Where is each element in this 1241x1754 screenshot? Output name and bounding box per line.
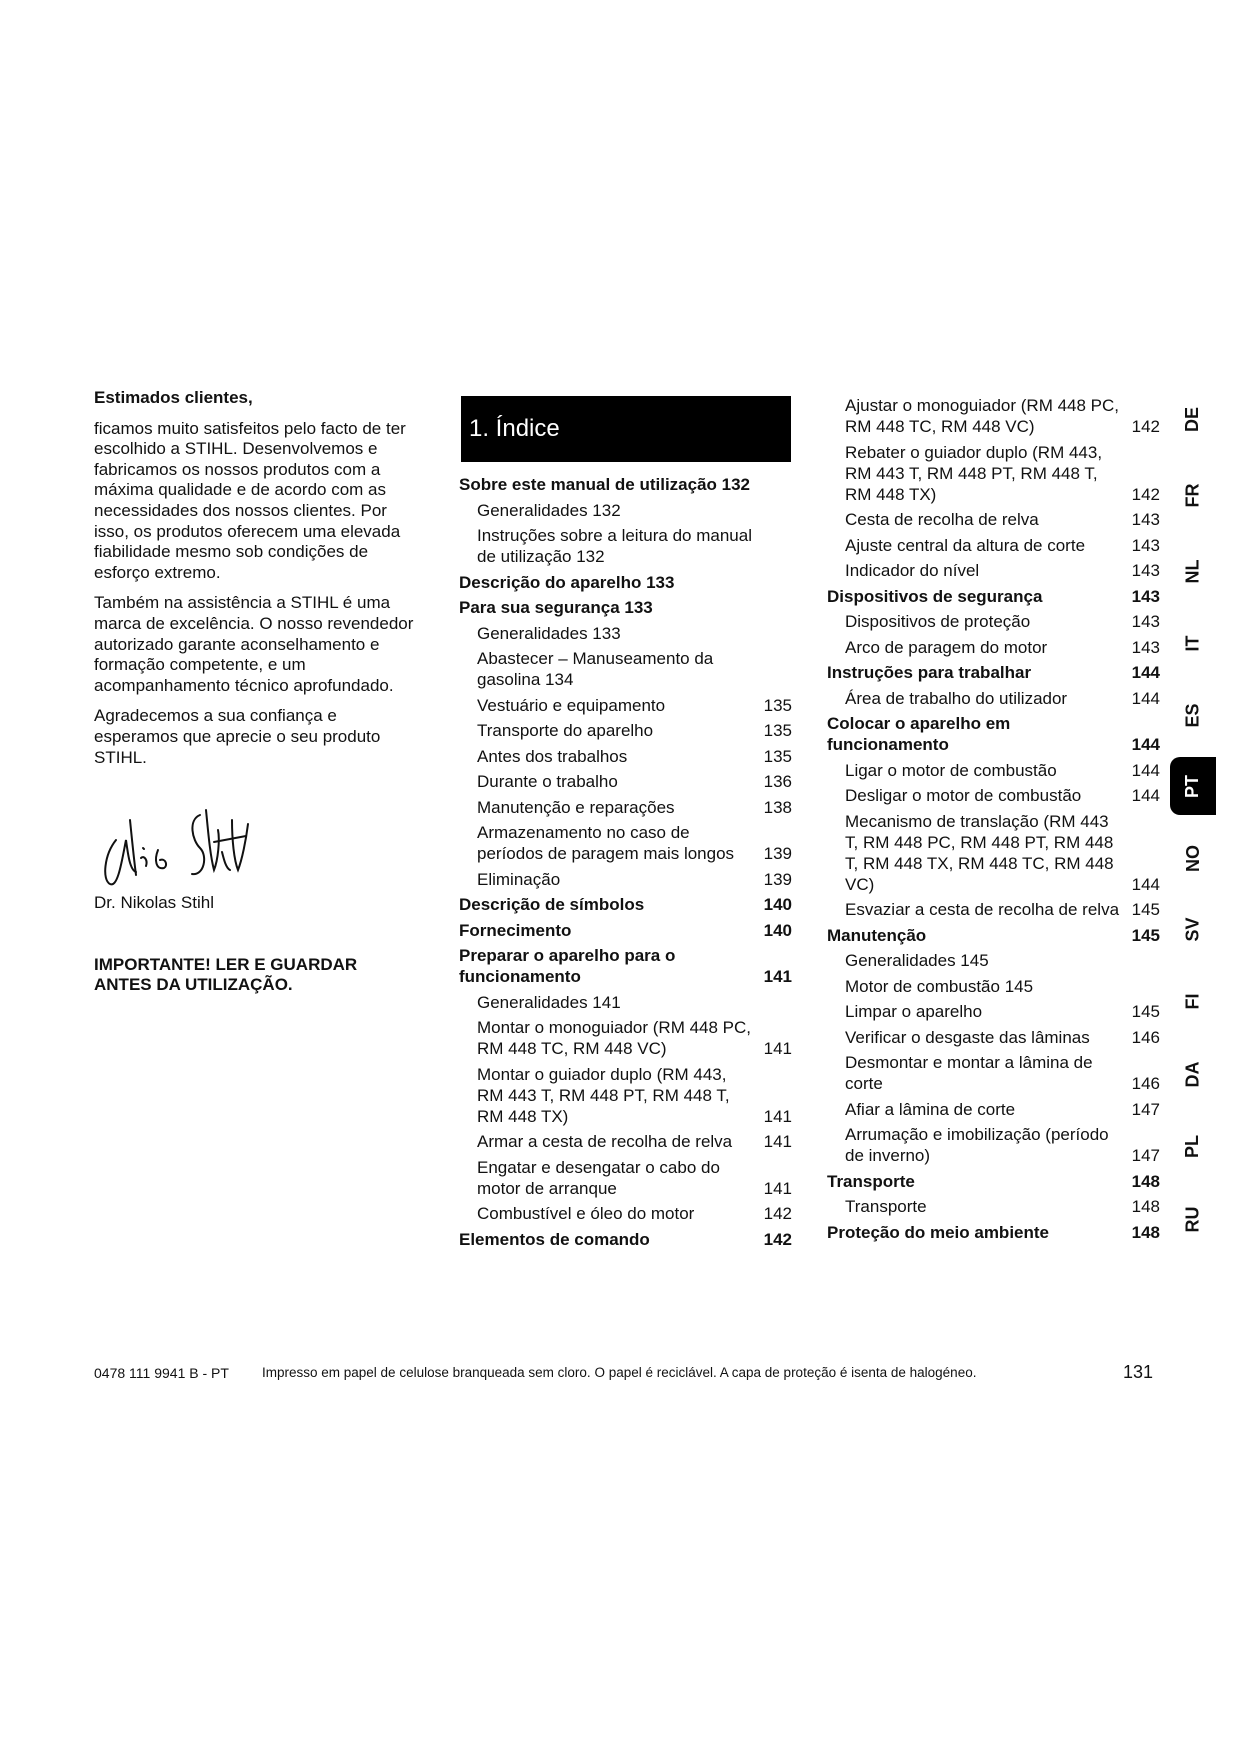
important-line-1: IMPORTANTE! LER E GUARDAR (94, 955, 358, 974)
toc-entry-title: Descrição de símbolos (459, 895, 645, 914)
toc-entry-title: Colocar o aparelho em funcionamento (827, 714, 1011, 754)
toc-entry-page: 144 (1131, 735, 1160, 754)
toc-entry (459, 525, 792, 567)
toc-entry-title: Para sua segurança 133 (459, 598, 653, 617)
toc-entry-page: 145 (1131, 925, 1160, 945)
toc-entry-title: Desmontar e montar a lâmina de corte (845, 1053, 1093, 1093)
toc-entry-title: Fornecimento (459, 920, 572, 940)
toc-entry (459, 720, 792, 741)
toc-entry (459, 869, 792, 890)
toc-entry-title: Esvaziar a cesta de recolha de relva (845, 900, 1120, 919)
toc-entry (459, 1017, 792, 1059)
language-tab-label: NO (1182, 844, 1203, 872)
toc-entry (827, 1027, 1160, 1048)
toc-entry (827, 1171, 1160, 1192)
toc-entry-title: Dispositivos de proteção (845, 612, 1031, 631)
toc-entry (827, 395, 1160, 437)
language-tab-label: IT (1182, 635, 1203, 651)
intro-paragraph-3: Agradecemos a sua confiança e esperamos que aprecie o seu produto STIHL. (94, 706, 381, 767)
toc-entry (827, 442, 1160, 505)
toc-entry-page: 143 (1131, 637, 1160, 657)
toc-entry-title: Motor de combustão 145 (845, 976, 1034, 996)
toc-entry-page: 142 (1131, 417, 1160, 436)
toc-entry (827, 662, 1160, 683)
toc-entry-page: 144 (1131, 874, 1160, 894)
toc-entry (459, 992, 792, 1013)
toc-entry-page: 141 (763, 1132, 792, 1151)
document-code: 0478 111 9941 B - PT (94, 1365, 229, 1381)
toc-entry-title: Armar a cesta de recolha de relva (477, 1132, 733, 1151)
toc-entry (827, 1124, 1160, 1166)
toc-entry-title: Combustível e óleo do motor (477, 1204, 695, 1223)
language-tab-fr (1170, 466, 1216, 524)
toc-entry (459, 797, 792, 818)
toc-entry-page: 139 (763, 869, 792, 889)
toc-entry (459, 474, 792, 495)
toc-entry-title: Generalidades 141 (477, 992, 621, 1012)
toc-entry-title: Sobre este manual de utilização 132 (459, 475, 751, 494)
toc-entry (827, 1052, 1160, 1094)
toc-entry-title: Montar o monoguiador (RM 448 PC, RM 448 TC, RM 448 VC) (477, 1018, 752, 1058)
language-tab-label: PT (1182, 774, 1203, 798)
toc-entry-page: 144 (1131, 663, 1160, 682)
toc-entry (827, 1196, 1160, 1217)
toc-entry-page: 140 (763, 920, 792, 940)
signer-name: Dr. Nikolas Stihl (94, 893, 214, 912)
toc-entry-page: 141 (763, 1178, 792, 1198)
toc-entry-page: 147 (1131, 1146, 1160, 1165)
toc-entry-title: Vestuário e equipamento (477, 695, 666, 715)
toc-entry-title: Generalidades 132 (477, 500, 621, 520)
toc-entry-title: Ajustar o monoguiador (RM 448 PC, RM 448 TC, RM 448 VC) (845, 396, 1120, 436)
toc-entry-page: 139 (763, 844, 792, 863)
toc-entry (827, 509, 1160, 530)
language-tab-label: NL (1182, 559, 1203, 583)
toc-entry-page: 135 (763, 721, 792, 740)
toc-entry (827, 560, 1160, 581)
toc-entry-title: Arco de paragem do motor (845, 637, 1048, 657)
toc-entry (459, 648, 792, 690)
toc-entry-page: 145 (1131, 1002, 1160, 1021)
language-tab-it (1170, 614, 1216, 672)
toc-entry-title: Manutenção (827, 925, 927, 945)
language-tab-nl (1170, 542, 1216, 600)
toc-entry-page: 140 (763, 895, 792, 914)
language-tab-label: FR (1182, 483, 1203, 507)
toc-entry (827, 925, 1160, 946)
toc-entry-page: 141 (763, 1106, 792, 1126)
language-tab-ru (1170, 1190, 1216, 1248)
toc-entry (459, 623, 792, 644)
toc-entry (827, 535, 1160, 556)
language-tab-label: ES (1182, 702, 1203, 728)
toc-entry (459, 822, 792, 864)
toc-entry-page: 144 (1131, 760, 1160, 780)
intro-paragraph-1: ficamos muito satisfeitos pelo facto de ter escolhido a STIHL. Desenvolvemos e fabricamos os nossos produtos com a máxima qualidade e de acordo com as necessidades dos nossos clientes. Por isso, os produtos oferecem uma elevada fiabilidade mesmo sob condições de esforço extremo. (94, 418, 406, 582)
toc-entry (827, 760, 1160, 781)
toc-entry-title: Eliminação (477, 869, 561, 889)
toc-entry-title: Manutenção e reparações (477, 797, 675, 817)
toc-entry-title: Área de trabalho do utilizador (845, 688, 1068, 708)
toc-entry (827, 611, 1160, 632)
language-tab-label: PL (1182, 1134, 1203, 1158)
intro-paragraph-2: Também na assistência a STIHL é uma marca de excelência. O nosso revendedor autorizado garante aconselhamento e formação competente, e um acompanhamento técnico aprofundado. (94, 593, 414, 695)
toc-entry-page: 135 (763, 695, 792, 715)
toc-entry-title: Generalidades 133 (477, 623, 621, 643)
toc-entry-title: Armazenamento no caso de períodos de paragem mais longos (477, 823, 735, 863)
toc-entry-page: 142 (763, 1204, 792, 1223)
toc-entry-title: Arrumação e imobilização (período de inverno) (845, 1125, 1109, 1165)
signature-image (96, 800, 256, 890)
toc-entry (827, 688, 1160, 709)
toc-entry (827, 785, 1160, 806)
toc-entry-page: 142 (1131, 484, 1160, 504)
toc-entry-title: Proteção do meio ambiente (827, 1222, 1049, 1242)
language-tab-label: FI (1182, 993, 1203, 1009)
toc-column-1 (459, 474, 792, 1254)
language-tab-label: SV (1182, 916, 1203, 942)
toc-entry-title: Antes dos trabalhos (477, 746, 628, 766)
toc-entry-page: 142 (763, 1229, 792, 1249)
toc-entry-title: Preparar o aparelho para o funcionamento (459, 946, 676, 986)
language-tab-de (1170, 390, 1216, 448)
toc-entry-page: 141 (763, 967, 792, 986)
greeting: Estimados clientes, (94, 388, 253, 407)
toc-entry (459, 695, 792, 716)
toc-entry-page: 143 (1131, 561, 1160, 580)
toc-entry-title: Instruções para trabalhar (827, 663, 1032, 682)
important-line-2: ANTES DA UTILIZAÇÃO. (94, 975, 293, 994)
language-tab-no (1170, 829, 1216, 887)
toc-entry (827, 1222, 1160, 1243)
toc-entry (827, 950, 1160, 971)
toc-entry-page: 144 (1131, 786, 1160, 805)
language-tab-pl (1170, 1117, 1216, 1175)
page-number: 131 (1123, 1362, 1154, 1382)
toc-entry-page: 147 (1131, 1099, 1160, 1119)
language-tab-pt (1170, 757, 1216, 815)
toc-entry-title: Dispositivos de segurança (827, 586, 1043, 606)
toc-entry-page: 146 (1131, 1074, 1160, 1093)
toc-entry-page: 146 (1131, 1027, 1160, 1047)
toc-entry-page: 143 (1131, 510, 1160, 529)
toc-entry-title: Desligar o motor de combustão (845, 786, 1082, 805)
toc-entry (827, 586, 1160, 607)
language-tab-sv (1170, 900, 1216, 958)
toc-entry-title: Ligar o motor de combustão (845, 760, 1057, 780)
toc-entry-title: Descrição do aparelho 133 (459, 572, 675, 592)
toc-entry-page: 143 (1131, 535, 1160, 555)
toc-entry-page: 148 (1131, 1171, 1160, 1191)
toc-entry (827, 976, 1160, 997)
toc-entry (459, 920, 792, 941)
intro-section (94, 388, 424, 778)
toc-entry-page: 138 (763, 797, 792, 817)
toc-entry-page: 145 (1131, 900, 1160, 919)
toc-entry (459, 746, 792, 767)
toc-entry (459, 500, 792, 521)
toc-entry-page: 136 (763, 772, 792, 791)
toc-entry-page: 143 (1131, 612, 1160, 631)
toc-entry (827, 811, 1160, 895)
toc-entry-page: 144 (1131, 688, 1160, 708)
toc-entry-title: Transporte (827, 1171, 915, 1191)
toc-entry (459, 945, 792, 987)
toc-entry-page: 141 (763, 1039, 792, 1058)
toc-entry-title: Mecanismo de translação (RM 443 T, RM 448 PC, RM 448 PT, RM 448 T, RM 448 TX, RM 448 TC, RM 448 VC) (845, 811, 1114, 894)
toc-entry-title: Indicador do nível (845, 561, 980, 580)
toc-entry (827, 1099, 1160, 1120)
toc-entry (459, 1157, 792, 1199)
toc-entry (827, 713, 1160, 755)
toc-entry-title: Verificar o desgaste das lâminas (845, 1027, 1090, 1047)
language-tab-label: RU (1182, 1206, 1203, 1232)
toc-entry (827, 637, 1160, 658)
important-notice (94, 955, 357, 995)
toc-entry-title: Generalidades 145 (845, 951, 989, 970)
footer-note: Impresso em papel de celulose branqueada sem cloro. O papel é reciclável. A capa de proteção é isenta de halogéneo. (262, 1365, 977, 1380)
toc-entry-title: Abastecer – Manuseamento da gasolina 134 (477, 649, 714, 689)
toc-entry (827, 1001, 1160, 1022)
toc-entry-title: Afiar a lâmina de corte (845, 1099, 1016, 1119)
toc-entry (459, 771, 792, 792)
toc-header: 1. Índice (461, 396, 791, 462)
toc-entry (459, 894, 792, 915)
toc-entry-title: Engatar e desengatar o cabo do motor de arranque (477, 1157, 720, 1198)
toc-entry-title: Montar o guiador duplo (RM 443, RM 443 T, RM 448 PT, RM 448 T, RM 448 TX) (477, 1064, 730, 1126)
toc-entry-title: Limpar o aparelho (845, 1002, 983, 1021)
toc-entry-title: Instruções sobre a leitura do manual de utilização 132 (477, 526, 752, 566)
toc-entry (459, 597, 792, 618)
language-tab-da (1170, 1045, 1216, 1103)
toc-entry-title: Durante o trabalho (477, 772, 618, 791)
toc-entry (459, 572, 792, 593)
language-tab-label: DA (1182, 1061, 1203, 1087)
toc-entry (459, 1131, 792, 1152)
toc-entry-page: 148 (1131, 1197, 1160, 1216)
language-tab-label: DE (1182, 406, 1203, 432)
toc-entry-title: Rebater o guiador duplo (RM 443, RM 443 T, RM 448 PT, RM 448 T, RM 448 TX) (845, 442, 1103, 504)
toc-entry-page: 148 (1131, 1222, 1160, 1242)
toc-entry-title: Transporte (845, 1197, 927, 1216)
toc-column-2 (827, 395, 1160, 1247)
toc-entry-page: 143 (1131, 586, 1160, 606)
toc-entry-title: Elementos de comando (459, 1229, 650, 1249)
language-tab-fi (1170, 972, 1216, 1030)
toc-entry (459, 1203, 792, 1224)
toc-entry-title: Cesta de recolha de relva (845, 510, 1039, 529)
toc-entry-title: Ajuste central da altura de corte (845, 535, 1086, 555)
toc-entry-page: 135 (763, 746, 792, 766)
language-tab-es (1170, 686, 1216, 744)
toc-entry (459, 1229, 792, 1250)
toc-entry-title: Transporte do aparelho (477, 721, 654, 740)
toc-entry (827, 899, 1160, 920)
toc-entry (459, 1064, 792, 1127)
